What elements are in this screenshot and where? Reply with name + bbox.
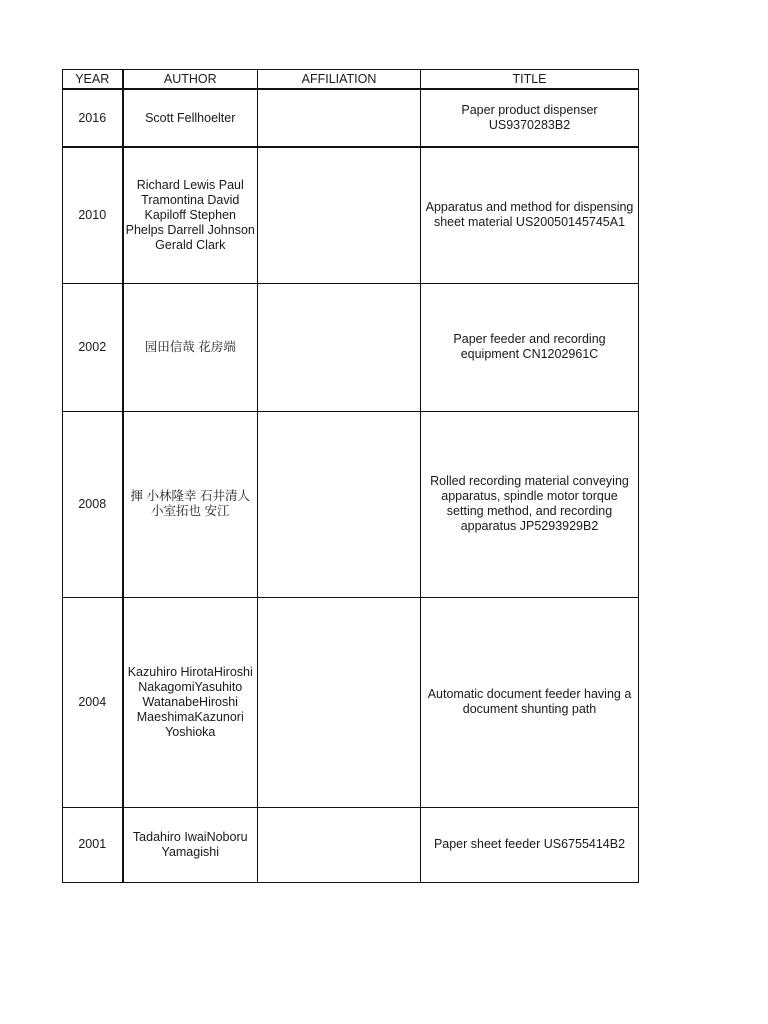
author-cell: Kazuhiro HirotaHiroshi NakagomiYasuhito WatanabeHiroshi MaeshimaKazunori Yoshioka <box>123 597 258 807</box>
author-cell: 揮 小林隆幸 石井清人 小室拓也 安江 <box>123 411 258 597</box>
header-affiliation: AFFILIATION <box>258 70 421 90</box>
title-cell: Apparatus and method for dispensing sheet material US20050145745A1 <box>421 147 639 283</box>
title-cell: Automatic document feeder having a document shunting path <box>421 597 639 807</box>
affiliation-cell <box>258 283 421 411</box>
year-cell: 2008 <box>63 411 123 597</box>
table-row <box>63 147 639 283</box>
affiliation-cell <box>258 597 421 807</box>
author-cell: Scott Fellhoelter <box>123 89 258 147</box>
affiliation-cell <box>258 89 421 147</box>
year-cell: 2001 <box>63 807 123 882</box>
header-row <box>63 70 639 90</box>
author-cell: Richard Lewis Paul Tramontina David Kapiloff Stephen Phelps Darrell Johnson Gerald Clark <box>123 147 258 283</box>
title-cell: Rolled recording material conveying apparatus, spindle motor torque setting method, and recording apparatus JP5293929B2 <box>421 411 639 597</box>
year-cell: 2002 <box>63 283 123 411</box>
patent-table <box>62 69 639 883</box>
author-cell: Tadahiro IwaiNoboru Yamagishi <box>123 807 258 882</box>
affiliation-cell <box>258 807 421 882</box>
year-cell: 2004 <box>63 597 123 807</box>
title-cell: Paper product dispenser US9370283B2 <box>421 89 639 147</box>
title-cell: Paper feeder and recording equipment CN1202961C <box>421 283 639 411</box>
table-row <box>63 807 639 882</box>
header-year: YEAR <box>63 70 123 90</box>
affiliation-cell <box>258 147 421 283</box>
header-title: TITLE <box>421 70 639 90</box>
year-cell: 2016 <box>63 89 123 147</box>
table-row <box>63 283 639 411</box>
author-cell: 园田信哉 花房端 <box>123 283 258 411</box>
table-row <box>63 411 639 597</box>
title-cell: Paper sheet feeder US6755414B2 <box>421 807 639 882</box>
year-cell: 2010 <box>63 147 123 283</box>
table-row <box>63 597 639 807</box>
table-row <box>63 89 639 147</box>
affiliation-cell <box>258 411 421 597</box>
header-author: AUTHOR <box>123 70 258 90</box>
